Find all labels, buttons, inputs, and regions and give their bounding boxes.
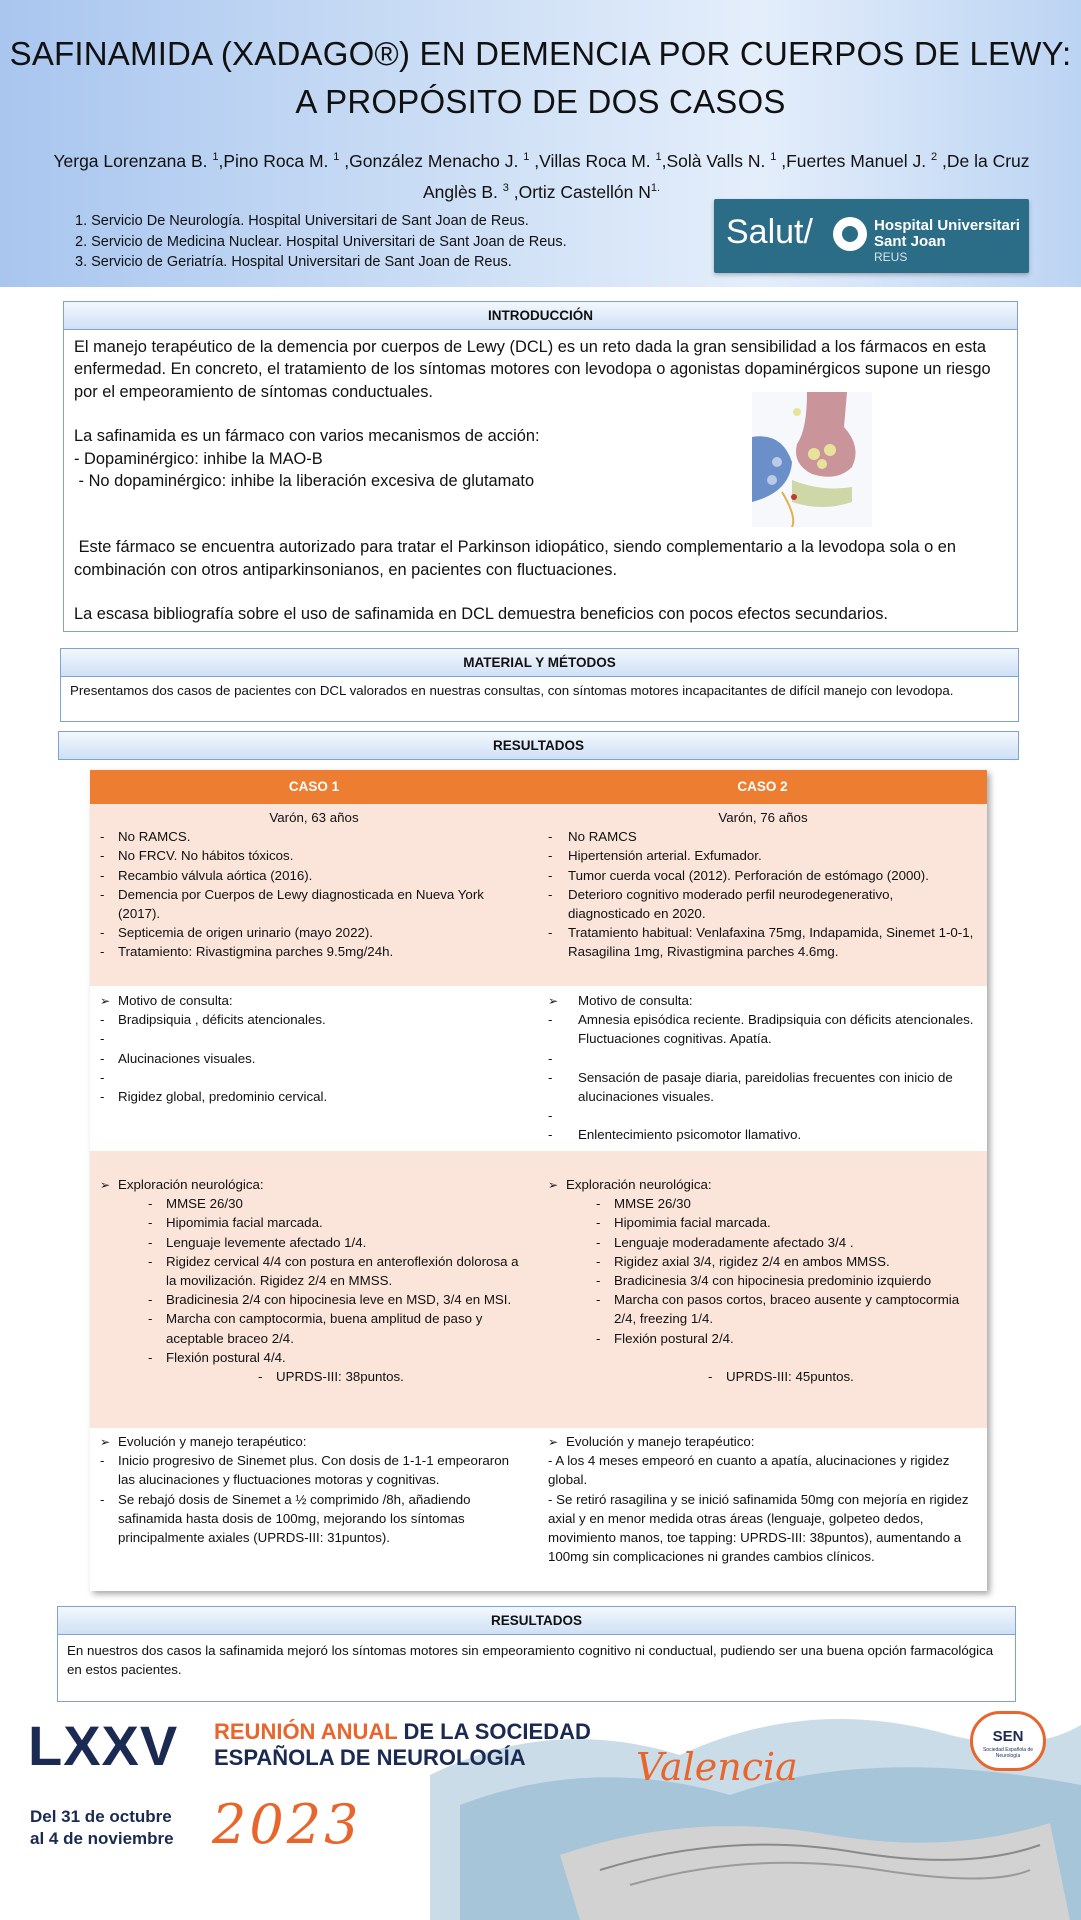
intro-paragraph-3: Este fármaco se encuentra autorizado para tratar el Parkinson idiopático, siendo complementario a la levodopa sola o en combinación con otros antiparkinsonianos, en pacientes con fluctuaciones. [74, 538, 961, 579]
sen-logo-subtext: Sociedad Española de Neurología [982, 1747, 1034, 1759]
author-name: ,Ortiz Castellón N [508, 181, 651, 202]
intro-heading: INTRODUCCIÓN [63, 301, 1018, 330]
sen-logo-text: SEN [992, 1728, 1024, 1745]
author-list [14, 144, 1069, 206]
intro-mechanisms-title: La safinamida es un fármaco con varios mecanismos de acción: [74, 427, 540, 446]
case-1-history [100, 808, 528, 962]
title-line-1: SAFINAMIDA (XADAGO®) EN DEMENCIA POR CUERPOS DE LEWY: [9, 35, 1072, 72]
list-item: - Marcha con camptocormia, buena amplitud de paso y aceptable braceo 2/4. [148, 1309, 528, 1347]
author-affiliation-number: 3 [502, 181, 509, 194]
list-item: - Demencia por Cuerpos de Lewy diagnosticada en Nueva York (2017). [100, 885, 528, 923]
sen-logo [970, 1711, 1046, 1771]
authors-line-1 [14, 144, 1069, 175]
poster-title [0, 30, 1081, 126]
list-item: - Tumor cuerda vocal (2012). Perforación de estómago (2000). [548, 866, 978, 885]
affiliations [75, 211, 567, 273]
intro-mechanism-2: - No dopaminérgico: inhibe la liberación excesiva de glutamato [74, 472, 535, 491]
congress-name-line-2: ESPAÑOLA DE NEUROLOGÍA [214, 1745, 526, 1770]
case-2-motivo [548, 991, 978, 1145]
list-item: - Lenguaje levemente afectado 1/4. [148, 1233, 528, 1252]
congress-year: 2023 [212, 1793, 362, 1856]
case-2-evolucion-1: - A los 4 meses empeoró en cuanto a apatía, alucinaciones y rigidez global. [548, 1453, 950, 1488]
poster-header [0, 0, 1081, 287]
logo-line-2: Sant Joan [874, 233, 946, 250]
list-item: - Recambio válvula aórtica (2016). [100, 866, 528, 885]
author-affiliation-number: 1 [770, 151, 777, 163]
author-name: ,González Menacho J. [339, 150, 524, 171]
author-affiliation-number: 1 [333, 151, 340, 163]
congress-footer [0, 1705, 1081, 1920]
list-item: - Marcha con pasos cortos, braceo ausente y camptocormia 2/4, freezing 1/4. [596, 1290, 978, 1328]
case-1-exploracion-title: ➢ Exploración neurológica: [100, 1175, 528, 1194]
list-item: - Hipomimia facial marcada. [148, 1213, 528, 1232]
list-item: - Alucinaciones visuales. [100, 1049, 528, 1068]
list-item: - Inicio progresivo de Sinemet plus. Con dosis de 1-1-1 empeoraron las alucinaciones y fluctuaciones motoras y cognitivas. [100, 1451, 528, 1489]
case-2-motivo-title: ➢ Motivo de consulta: [548, 991, 978, 1010]
author-name: ,Pino Roca M. [218, 150, 334, 171]
case-2-updrs-value: UPRDS-III: 45puntos. [726, 1368, 854, 1384]
list-item: - Septicemia de origen urinario (mayo 2022). [100, 923, 528, 942]
author-affiliation-number: 1. [650, 181, 661, 194]
case-1-exploracion [100, 1175, 528, 1386]
list-item: - Flexión postural 4/4. [148, 1348, 528, 1367]
intro-paragraph-1: El manejo terapéutico de la demencia por cuerpos de Lewy (DCL) es un reto dada la gran sensibilidad a los fármacos en esta enfermedad. En concreto, el tratamiento de los síntomas motores con levodopa o agonistas dopaminérgicos supone un riesgo por el empeoramiento de síntomas conductuales. [74, 338, 991, 401]
author-name: Anglès B. [422, 181, 503, 202]
methods-box [60, 676, 1019, 722]
table-row-exploracion [90, 1151, 987, 1428]
author-name: ,Solà Valls N. [661, 150, 771, 171]
author-affiliation-number: 1 [655, 151, 662, 163]
case-1-evolucion [100, 1432, 528, 1547]
case-2-evolucion-title: ➢ Evolución y manejo terapéutico: [548, 1432, 978, 1451]
conclusion-heading: RESULTADOS [57, 1606, 1016, 1635]
affiliation-1: 1. Servicio De Neurología. Hospital Universitari de Sant Joan de Reus. [75, 213, 529, 229]
table-row-motivo [90, 986, 987, 1151]
hospital-logo [714, 199, 1029, 273]
list-item: - Sensación de pasaje diaria, pareidolias frecuentes con inicio de alucinaciones visuales. [548, 1068, 978, 1106]
congress-number: LXXV [28, 1714, 179, 1777]
intro-paragraph-4: La escasa bibliografía sobre el uso de safinamida en DCL demuestra beneficios con pocos efectos secundarios. [74, 605, 888, 624]
list-item: - MMSE 26/30 [596, 1194, 978, 1213]
conclusion-box [57, 1634, 1016, 1702]
case-2-exploracion [548, 1175, 978, 1386]
logo-line-3: REUS [874, 250, 908, 264]
list-item: - Rigidez global, predominio cervical. [100, 1087, 528, 1106]
congress-city: Valencia [636, 1745, 798, 1789]
methods-text: Presentamos dos casos de pacientes con DCL valorados en nuestras consultas, con síntomas motores incapacitantes de difícil manejo con levodopa. [70, 683, 954, 698]
list-item: - Rigidez axial 3/4, rigidez 2/4 en ambos MMSS. [596, 1252, 978, 1271]
case-1-motivo [100, 991, 528, 1106]
list-item: - Bradipsiquia , déficits atencionales. [100, 1010, 528, 1029]
affiliation-2: 2. Servicio de Medicina Nuclear. Hospital Universitari de Sant Joan de Reus. [75, 233, 567, 250]
list-item: - Hipomimia facial marcada. [596, 1213, 978, 1232]
author-affiliation-number: 2 [931, 151, 938, 163]
list-item: - Bradicinesia 2/4 con hipocinesia leve en MSD, 3/4 en MSI. [148, 1290, 528, 1309]
affiliation-3: 3. Servicio de Geriatría. Hospital Universitari de Sant Joan de Reus. [75, 254, 512, 270]
author-name: ,De la Cruz [937, 150, 1030, 171]
case-1-updrs-value: UPRDS-III: 38puntos. [276, 1369, 404, 1385]
author-affiliation-number: 1 [212, 151, 219, 163]
case-2-subtitle: Varón, 76 años [718, 810, 808, 825]
list-item: - Se rebajó dosis de Sinemet a ½ comprimido /8h, añadiendo safinamida hasta dosis de 100mg, mejorando los síntomas principalmente axiales (UPRDS-III: 31puntos). [100, 1490, 528, 1548]
author-name: ,Villas Roca M. [529, 150, 656, 171]
list-item: - MMSE 26/30 [148, 1194, 528, 1213]
case-1-evolucion-title: ➢ Evolución y manejo terapéutico: [100, 1432, 528, 1451]
table-row-evolucion [90, 1428, 987, 1591]
list-item: - Enlentecimiento psicomotor llamativo. [548, 1125, 978, 1144]
list-item: - Bradicinesia 3/4 con hipocinesia predominio izquierdo [596, 1271, 978, 1290]
table-row-history [90, 804, 987, 986]
conclusion-text: En nuestros dos casos la safinamida mejoró los síntomas motores sin empeoramiento cognitivo ni conductual, pudiendo ser una buena opción farmacológica en estos pacientes. [67, 1643, 994, 1677]
hospital-logo-icon [833, 217, 867, 251]
case-1-header: CASO 1 [90, 770, 538, 804]
case-2-evolucion-2: - Se retiró rasagilina y se inició safinamida 50mg con mejoría en rigidez axial y en menor medida otras áreas (lenguaje, golpeteo dedos, movimiento manos, toe tapping: UPRDS-III: 38puntos), aumentando a 100mg sin complicaciones ni grandes cambios clínicos. [548, 1491, 969, 1565]
case-1-subtitle: Varón, 63 años [269, 810, 359, 825]
list-item: - Amnesia episódica reciente. Bradipsiquia con déficits atencionales. Fluctuaciones cognitivas. Apatía. [548, 1010, 978, 1048]
list-item: - No RAMCS [548, 827, 978, 846]
case-2-header: CASO 2 [538, 770, 987, 804]
intro-box [63, 329, 1018, 632]
congress-dates-1: Del 31 de octubre [30, 1807, 172, 1826]
list-item: - No RAMCS. [100, 827, 528, 846]
results-table [90, 770, 987, 1591]
congress-name-line-1: REUNIÓN ANUAL DE LA SOCIEDAD [214, 1719, 591, 1744]
case-2-exploracion-title: ➢ Exploración neurológica: [548, 1175, 978, 1194]
list-item: - No FRCV. No hábitos tóxicos. [100, 846, 528, 865]
logo-line-1: Hospital Universitari [874, 217, 1020, 234]
list-item: - Tratamiento: Rivastigmina parches 9.5mg/24h. [100, 942, 528, 961]
list-item: - Hipertensión arterial. Exfumador. [548, 846, 978, 865]
author-affiliation-number: 1 [523, 151, 530, 163]
list-item: - Tratamiento habitual: Venlafaxina 75mg, Indapamida, Sinemet 1-0-1, Rasagilina 1mg, Rivastigmina parches 4.6mg. [548, 923, 978, 961]
author-name: ,Fuertes Manuel J. [776, 150, 932, 171]
author-name: Yerga Lorenzana B. [53, 150, 213, 171]
intro-mechanism-1: - Dopaminérgico: inhibe la MAO-B [74, 449, 323, 468]
case-2-history [548, 808, 978, 962]
congress-dates-2: al 4 de noviembre [30, 1829, 174, 1848]
results-heading: RESULTADOS [58, 731, 1019, 760]
list-item: - Rigidez cervical 4/4 con postura en anteroflexión dolorosa a la movilización. Rigidez 2/4 en MMSS. [148, 1252, 528, 1290]
case-1-motivo-title: ➢ Motivo de consulta: [100, 991, 528, 1010]
synapse-illustration [752, 392, 872, 527]
list-item: - Lenguaje moderadamente afectado 3/4 . [596, 1233, 978, 1252]
case-2-updrs: - UPRDS-III: 45puntos. [548, 1367, 978, 1386]
methods-heading: MATERIAL Y MÉTODOS [60, 648, 1019, 677]
case-2-evolucion [548, 1432, 978, 1566]
logo-salut-text: Salut/ [726, 213, 813, 251]
title-line-2: A PROPÓSITO DE DOS CASOS [295, 83, 786, 120]
list-item: - Deterioro cognitivo moderado perfil neurodegenerativo, diagnosticado en 2020. [548, 885, 978, 923]
list-item: - Flexión postural 2/4. [596, 1329, 978, 1348]
case-1-updrs: - UPRDS-III: 38puntos. [258, 1369, 404, 1385]
